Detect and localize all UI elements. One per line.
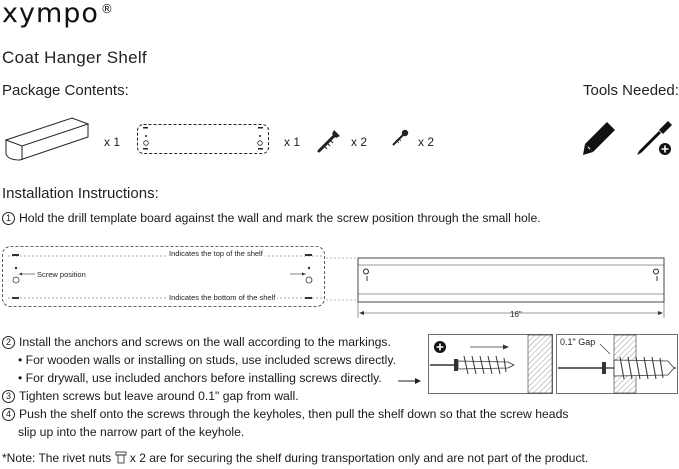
step-1-number: 1: [2, 212, 15, 225]
screwdriver-icon: [634, 118, 674, 158]
anchor-install-diagram: [428, 334, 553, 394]
step-1: [2, 211, 541, 225]
footnote: [2, 451, 588, 465]
registered-mark: ®: [100, 2, 114, 16]
note-suffix: are for securing the shelf during transportation only and are not part of the product.: [149, 451, 589, 465]
step-3: [2, 389, 299, 403]
installation-heading: Installation Instructions:: [2, 185, 159, 202]
screw-position-label: Screw position: [37, 270, 86, 279]
width-label: 16": [510, 310, 522, 319]
step-1-text: Hold the drill template board against the wall and mark the screw position through the small hole.: [19, 211, 541, 225]
step-2-number: 2: [2, 336, 15, 349]
brand-logo: [2, 0, 114, 29]
step-3-number: 3: [2, 390, 15, 403]
screw-qty: x 2: [418, 135, 435, 149]
rivet-nut-icon: [115, 451, 127, 464]
board-qty: x 1: [284, 135, 301, 149]
product-title: Coat Hanger Shelf: [2, 48, 147, 67]
step-2-bullet-drywall: • For drywall, use included anchors before installing screws directly.: [18, 371, 382, 385]
arrow-right-icon: [398, 376, 422, 386]
step-2-bullet-wood: • For wooden walls or installing on studs, use included screws directly.: [18, 353, 396, 367]
bottom-of-shelf-label: Indicates the bottom of the shelf: [169, 293, 276, 302]
package-contents-heading: Package Contents:: [2, 82, 129, 99]
shelf-front-diagram: [326, 250, 678, 320]
note-qty: x 2: [129, 451, 146, 465]
anchor-icon: [316, 126, 344, 154]
gap-label: 0.1" Gap: [560, 337, 596, 347]
shelf-icon: [0, 110, 95, 165]
step-4-number: 4: [2, 408, 15, 421]
anchor-qty: x 2: [351, 135, 368, 149]
step-3-text: Tighten screws but leave around 0.1" gap from wall.: [19, 389, 299, 403]
brand-name: xympo: [2, 0, 99, 29]
pencil-icon: [580, 118, 620, 158]
shelf-qty: x 1: [104, 135, 121, 149]
step-4-continued: slip up into the narrow part of the keyhole.: [18, 425, 245, 439]
step-4-text: Push the shelf onto the screws through the keyholes, then pull the shelf down so that the screw heads: [19, 407, 569, 421]
top-of-shelf-label: Indicates the top of the shelf: [169, 249, 263, 258]
screw-icon: [390, 128, 410, 148]
step-2: [2, 335, 391, 349]
tools-needed-heading: Tools Needed:: [583, 82, 679, 99]
note-prefix: *Note: The rivet nuts: [2, 451, 112, 465]
step-2-text: Install the anchors and screws on the wall according to the markings.: [19, 335, 391, 349]
step-4: [2, 407, 568, 421]
drill-template-board-icon: [137, 124, 269, 154]
